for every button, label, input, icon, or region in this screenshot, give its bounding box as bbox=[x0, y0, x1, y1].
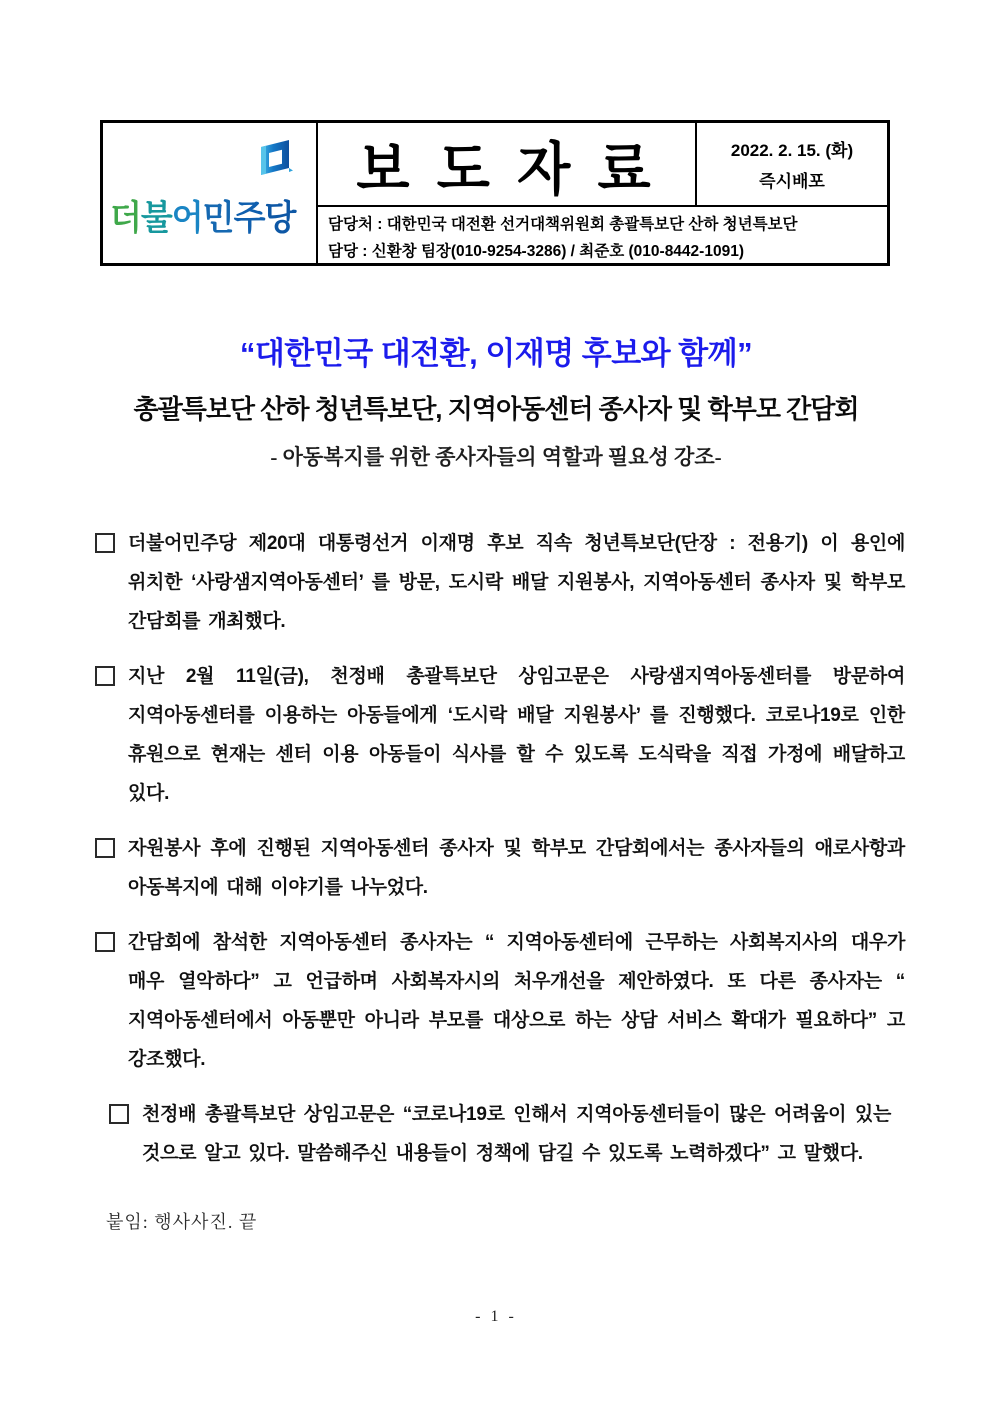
headline-subtitle: 총괄특보단 산하 청년특보단, 지역아동센터 종사자 및 학부모 간담회 bbox=[133, 394, 859, 424]
contact-department: 담당처 : 대한민국 대전환 선거대책위원회 총괄특보단 산하 청년특보단 bbox=[328, 216, 798, 233]
body-paragraph-5 bbox=[109, 1095, 905, 1173]
paragraph-text: 지난 2월 11일(금), 천정배 총괄특보단 상임고문은 사랑샘지역아동센터를 방문하여 지역아동센터를 이용하는 아동들에게 ‘도시락 배달 지원봉사’ 를 진행했다. 코로나19로 인한 휴원으로 현재는 센터 이용 아동들이 식사를 할 수 있도록 도식락을 직접 가정에 배달하고 있다. bbox=[128, 666, 905, 804]
party-logo bbox=[103, 123, 318, 265]
checkbox-bullet-icon bbox=[95, 932, 115, 952]
contact-info bbox=[318, 205, 887, 265]
logo-char: 더 bbox=[110, 198, 141, 238]
logo-char: 불 bbox=[140, 198, 172, 238]
body-paragraph-1 bbox=[95, 524, 905, 641]
party-flag-icon bbox=[252, 139, 296, 183]
checkbox-bullet-icon bbox=[95, 666, 115, 686]
logo-char: 당 bbox=[264, 198, 296, 238]
attachment-note: 붙임: 행사사진. 끝 bbox=[106, 1212, 258, 1232]
headline-block bbox=[0, 328, 992, 471]
press-title: 보 도 자 료 bbox=[356, 136, 657, 201]
checkbox-bullet-icon bbox=[95, 838, 115, 858]
body-block bbox=[95, 524, 905, 1189]
logo-char: 민 bbox=[202, 198, 234, 238]
release-date: 2022. 2. 15. (화) bbox=[730, 141, 854, 160]
release-type: 즉시배포 bbox=[759, 172, 825, 191]
checkbox-bullet-icon bbox=[109, 1104, 129, 1124]
paragraph-text: 천정배 총괄특보단 상임고문은 “코로나19로 인해서 지역아동센터들이 많은 어려움이 있는 것으로 알고 있다. 말씀해주신 내용들이 정책에 담길 수 있도록 노력하겠다” 고 말했다. bbox=[142, 1104, 891, 1164]
logo-char: 어 bbox=[171, 198, 203, 238]
checkbox-bullet-icon bbox=[95, 533, 115, 553]
headline-main: “대한민국 대전환, 이재명 후보와 함께” bbox=[239, 336, 753, 371]
contact-person: 담당 : 신환창 팀장(010-9254-3286) / 최준호 (010-8442-1091) bbox=[328, 243, 744, 260]
paragraph-text: 자원봉사 후에 진행된 지역아동센터 종사자 및 학부모 간담회에서는 종사자들의 애로사항과 아동복지에 대해 이야기를 나누었다. bbox=[128, 838, 905, 898]
paragraph-text: 더불어민주당 제20대 대통령선거 이재명 후보 직속 청년특보단(단장 : 전용기) 이 용인에 위치한 ‘사랑샘지역아동센터’ 를 방문, 도시락 배달 지원봉사, 지역아동센터 종사자 및 학부모 간담회를 개최했다. bbox=[128, 533, 905, 632]
press-title-cell bbox=[318, 123, 695, 205]
page-number: - 1 - bbox=[475, 1308, 517, 1325]
headline-tagline: - 아동복지를 위한 종사자들의 역할과 필요성 강조- bbox=[270, 445, 722, 469]
logo-char: 주 bbox=[233, 198, 265, 238]
body-paragraph-4 bbox=[95, 923, 905, 1079]
press-header-table bbox=[100, 120, 890, 266]
date-box bbox=[695, 123, 887, 205]
logo-wordmark bbox=[110, 191, 295, 240]
paragraph-text: 간담회에 참석한 지역아동센터 종사자는 “ 지역아동센터에 근무하는 사회복지사의 대우가 매우 열악하다” 고 언급하며 사회복자시의 처우개선을 제안하였다. 또 다른 종사자는 “ 지역아동센터에서 아동뿐만 아니라 부모를 대상으로 하는 상담 서비스 확대가 필요하다” 고 강조했다. bbox=[128, 932, 905, 1070]
body-paragraph-2 bbox=[95, 657, 905, 813]
body-paragraph-3 bbox=[95, 829, 905, 907]
